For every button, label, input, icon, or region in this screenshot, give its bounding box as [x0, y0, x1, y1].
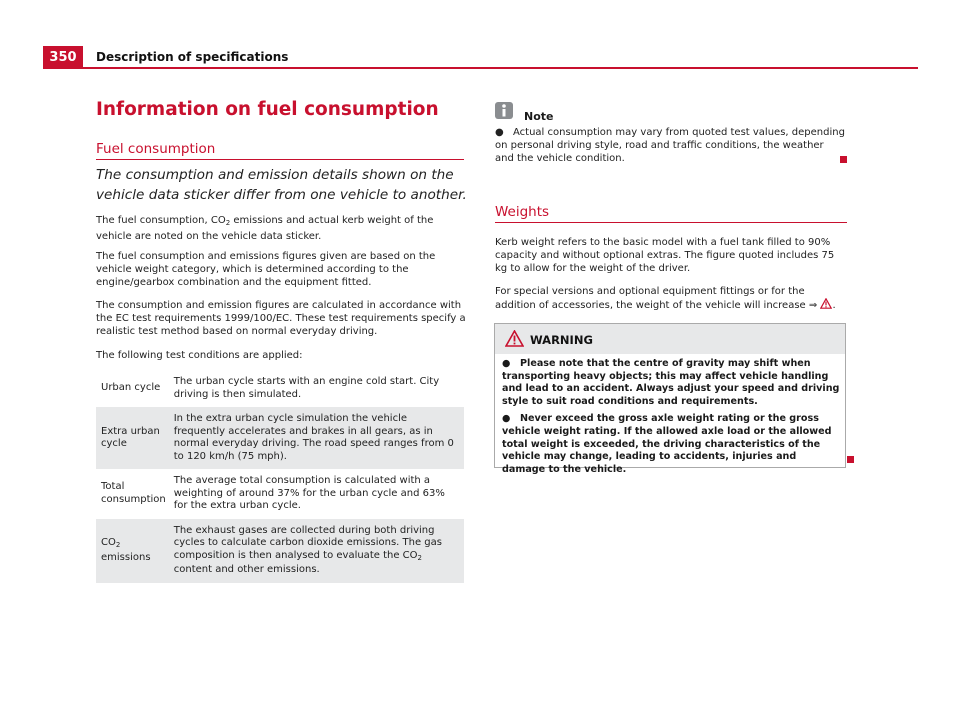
paragraph: The fuel consumption, $CO_2$ emissions and actual kerb weight of the vehicle are noted on the vehicle data sticker. — [96, 215, 434, 242]
test-conditions-table — [96, 370, 464, 583]
weights-title: Weights — [495, 204, 550, 220]
end-of-section-icon — [847, 456, 854, 463]
info-icon — [495, 102, 513, 119]
warning-title: WARNING — [530, 333, 593, 347]
row-text: The average total consumption is calculated with a weighting of around 37% for the urban cycle and 63% for the extra urban cycle. — [173, 475, 445, 511]
paragraph: The fuel consumption and emissions figures given are based on the vehicle weight category, which is determined according to the engine/gearbox combination and the equipment fitted. — [96, 251, 436, 288]
bullet: ● — [502, 413, 511, 425]
table-row — [96, 519, 464, 583]
subsection-title: Fuel consumption — [96, 141, 216, 157]
row-label: Total consumption — [101, 481, 166, 505]
warning-item: ● Never exceed the gross axle weight rating or the gross vehicle weight rating. If the allowed axle load or the allowed total weight is exceeded, the driving characteristics of the vehicle may change, leading to accidents, injuries and damage to the vehicle. — [502, 413, 832, 475]
warning-body — [502, 358, 840, 481]
paragraph: The consumption and emission figures are calculated in accordance with the EC test requirements 1999/100/EC. These test requirements specify a realistic test method based on normal everyday driving. — [96, 300, 466, 337]
paragraph: For special versions and optional equipment fittings or for the addition of accessories, the weight of the vehicle will increase ⇒ . — [495, 286, 836, 311]
warning-triangle-icon — [505, 330, 524, 347]
row-label: Extra urban cycle — [96, 407, 170, 469]
row-label: $CO_2$ emissions — [96, 519, 170, 583]
lead-paragraph: The consumption and emission details shown on the vehicle data sticker differ from one vehicle to another. — [96, 167, 467, 203]
row-label: Urban cycle — [101, 382, 161, 394]
page-title: Information on fuel consumption — [96, 99, 439, 120]
section-title: Description of specifications — [96, 50, 289, 64]
row-text: The urban cycle starts with an engine cold start. City driving is then simulated. — [173, 376, 440, 400]
paragraph: The following test conditions are applied: — [96, 350, 303, 361]
bullet: ● — [495, 127, 504, 138]
page-number: 350 — [43, 46, 83, 68]
end-of-section-icon — [840, 156, 847, 163]
subsection-rule — [96, 159, 464, 160]
note-title: Note — [524, 110, 554, 123]
row-text: The exhaust gases are collected during both driving cycles to calculate carbon dioxide emissions. The gas composition is then analysed to evaluate the $CO_2$ content and other emissions. — [170, 519, 464, 583]
weights-rule — [495, 222, 847, 223]
note-text: ● Actual consumption may vary from quoted test values, depending on personal driving style, road and traffic conditions, the weather and the vehicle condition. — [495, 127, 845, 164]
bullet: ● — [502, 358, 511, 369]
warning-triangle-icon[interactable] — [820, 298, 832, 309]
table-row — [96, 370, 464, 407]
header-rule — [43, 67, 918, 69]
warning-item: ● Please note that the centre of gravity may shift when transporting heavy objects; this may affect vehicle handling and lead to an accident. Always adjust your speed and driving style to suit road conditions and requirements. — [502, 358, 840, 407]
table-row — [96, 469, 464, 519]
paragraph: Kerb weight refers to the basic model with a fuel tank filled to 90% capacity and without optional extras. The figure quoted includes 75 kg to allow for the weight of the driver. — [495, 237, 835, 274]
row-text: In the extra urban cycle simulation the vehicle frequently accelerates and brakes in all gears, as in normal everyday driving. The road speed ranges from 0 to 120 km/h (75 mph). — [170, 407, 464, 469]
table-row — [96, 407, 464, 469]
